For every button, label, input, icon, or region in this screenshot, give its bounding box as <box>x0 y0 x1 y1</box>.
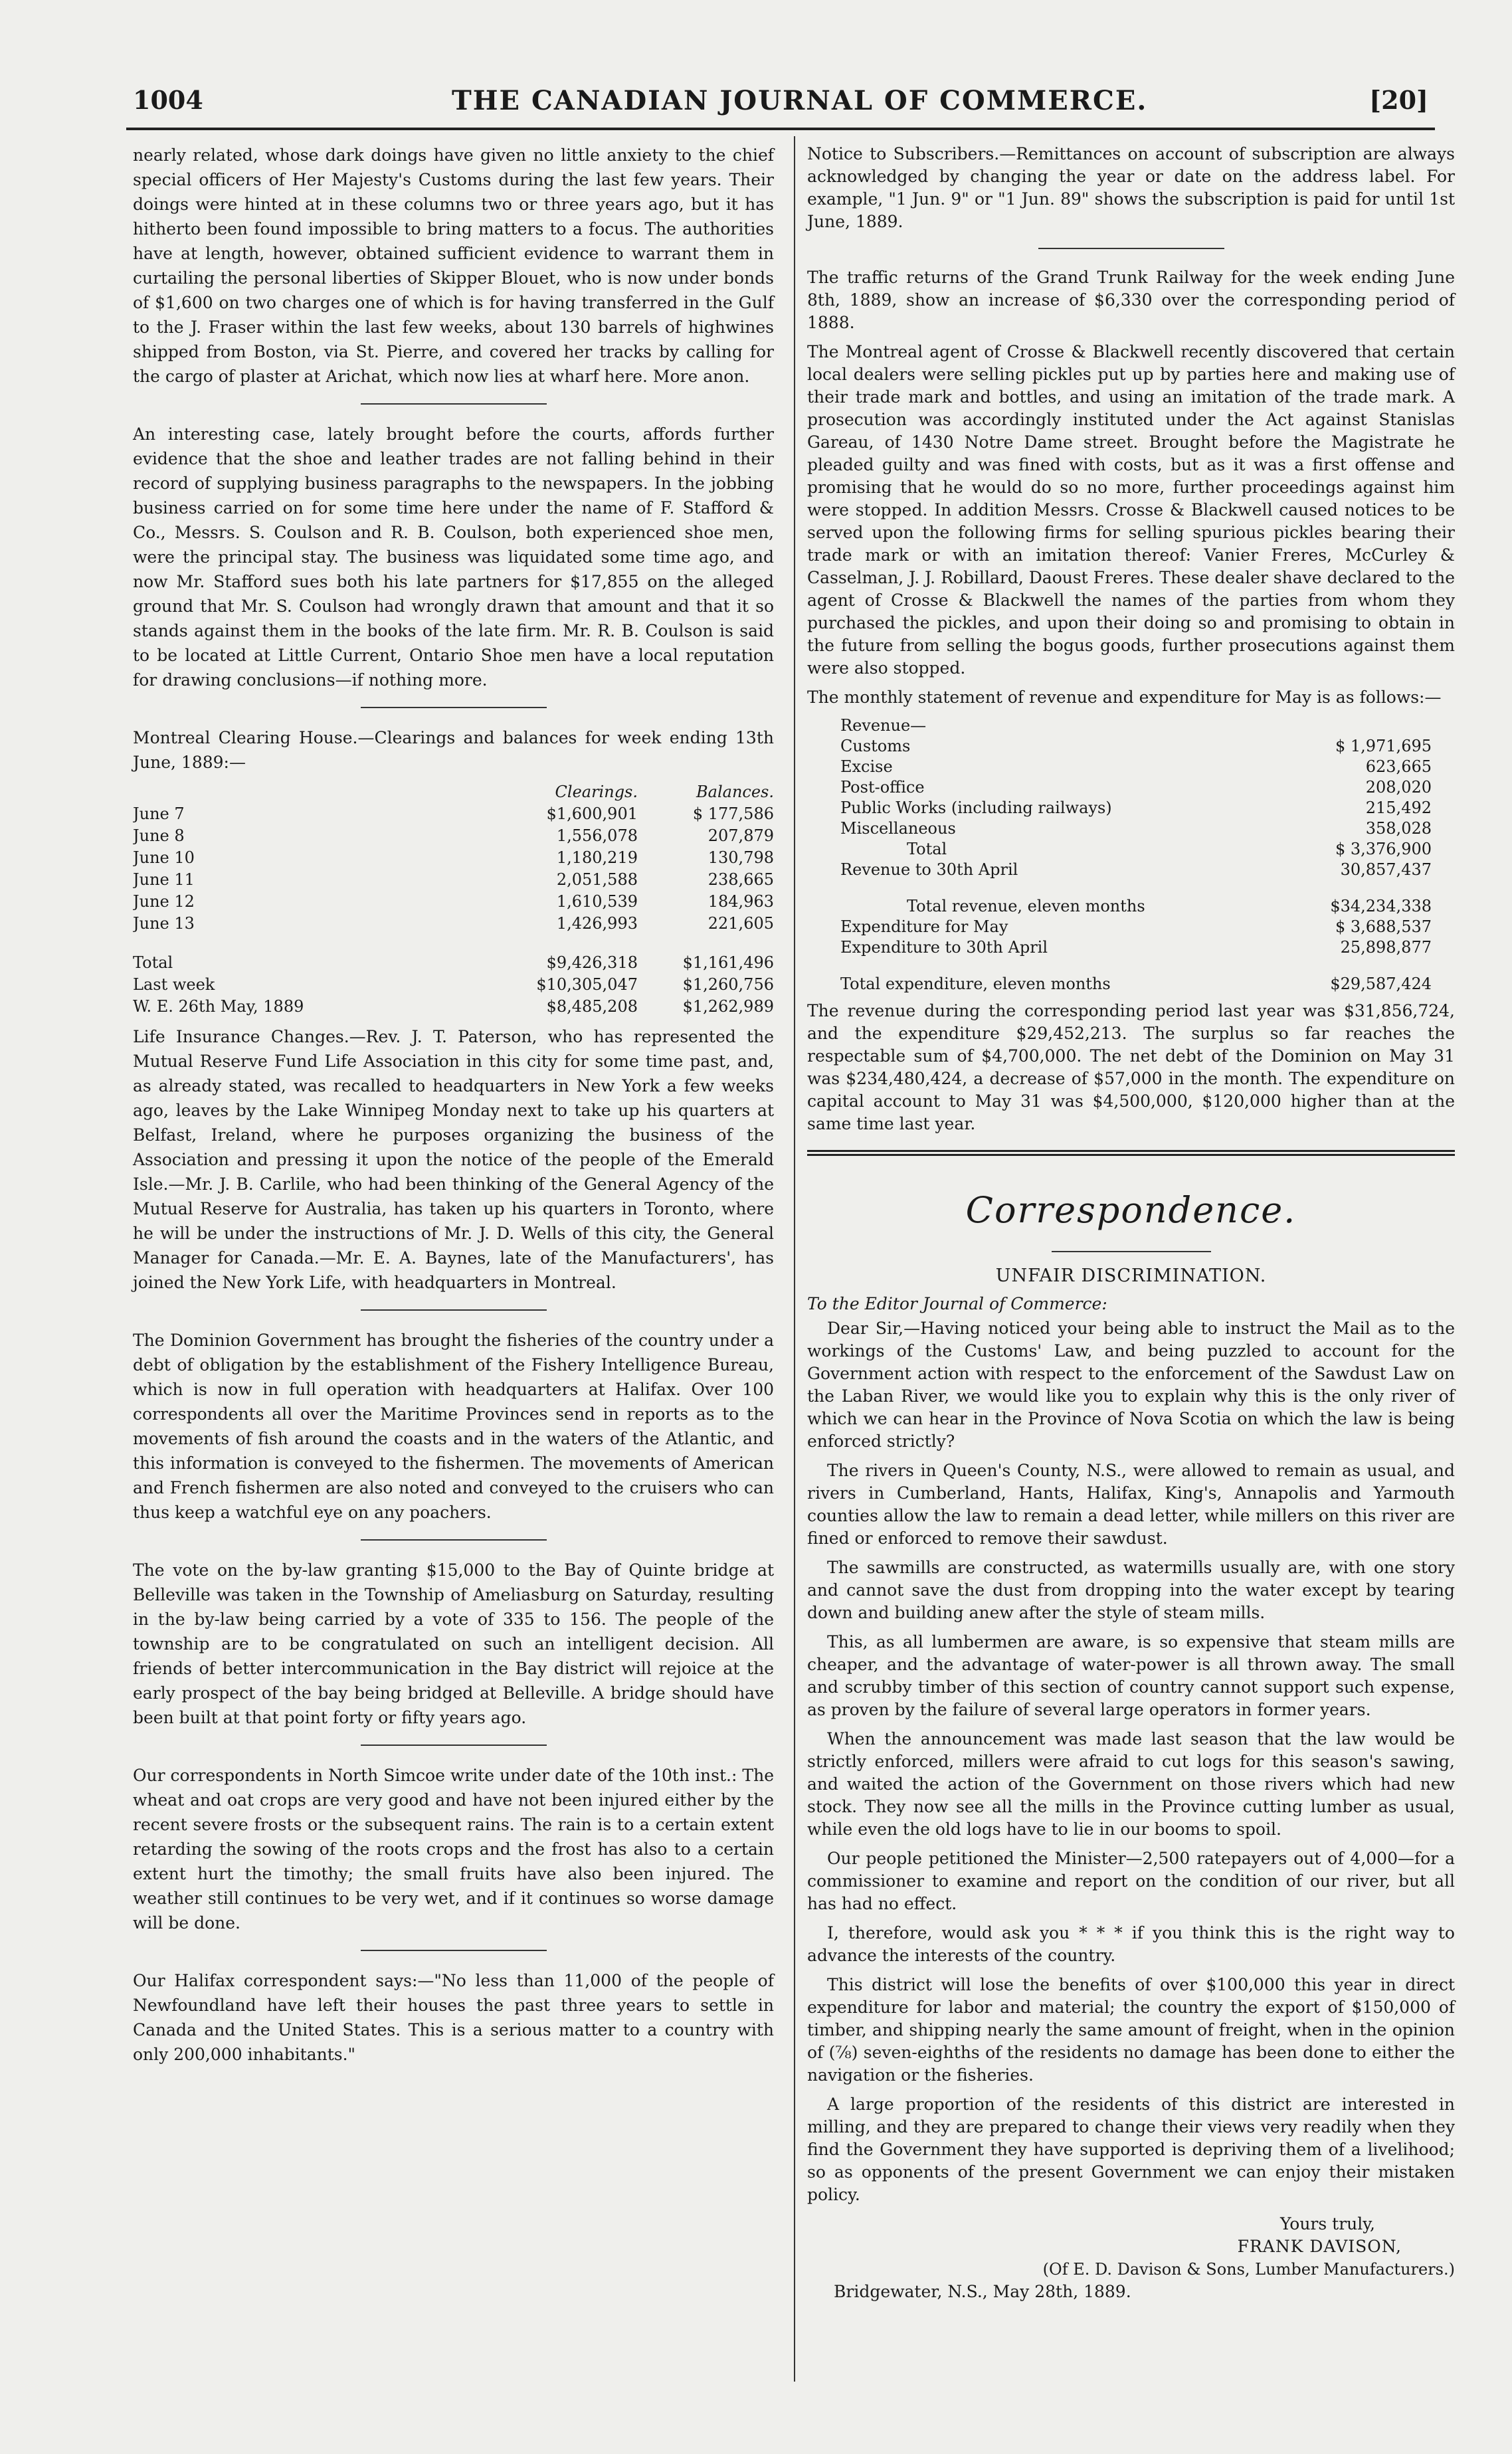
left-column <box>133 143 774 2073</box>
row-label: Revenue to 30th April <box>840 860 1018 879</box>
row-label: Expenditure for May <box>840 917 1008 936</box>
letter-closing: Yours truly, <box>1279 2214 1375 2233</box>
article-bylaw-vote: The vote on the by-law granting $15,000 to the Bay of Quinte bridge at Belleville was taken in the Township of Ameliasburg on Saturday, resulting in the by-law being carried by a vote of 335 to 156. The people of the township are to be congratulated on such an intelligent decision. All friends of better intercommunication in the Bay district will rejoice at the early prospect of the bay being bridged at Belleville. A bridge should have been built at that point forty or fifty years ago. <box>133 1560 774 1727</box>
statement-total <box>807 896 1455 917</box>
table-row <box>133 847 774 869</box>
row-value: 208,020 <box>1365 778 1432 797</box>
row-clearings: 1,556,078 <box>556 826 638 845</box>
separator <box>361 707 547 708</box>
page-number: 1004 <box>133 85 203 115</box>
table-row-total <box>133 952 774 974</box>
clearing-house-intro: Montreal Clearing House.—Clearings and balances for week ending 13th June, 1889:— <box>133 728 774 772</box>
table-row <box>133 913 774 935</box>
article-revenue-comparison: The revenue during the corresponding period last year was $31,856,724, and the expenditure $29,452,213. The surplus so far reaches the respectable sum of $4,700,000. The net debt of the Dominion on May 31 was $234,480,424, a decrease of $57,000 in the month. The expenditure on capital account to May 31 was $4,500,000, $120,000 higher than at the same time last year. <box>807 1001 1455 1133</box>
separator <box>361 1745 547 1746</box>
table-row-total <box>133 974 774 996</box>
row-clearings: $8,485,208 <box>546 997 638 1016</box>
row-label: June 8 <box>133 826 185 845</box>
statement-intro: The monthly statement of revenue and expenditure for May is as follows:— <box>807 688 1442 707</box>
article-fisheries: The Dominion Government has brought the fisheries of the country under a debt of obligation by the establishment of the Fishery Intelligence Bureau, which is now in full operation with headquarters at Halifax. Over 100 correspondents all over the Maritime Provinces send in reports as to the movements of fish around the coasts and in the waters of the Atlantic, and this information is conveyed to the fishermen. The movements of American and French fishermen are also noted and conveyed to the cruisers who can thus keep a watchful eye on any poachers. <box>133 1331 774 1522</box>
row-clearings: 2,051,588 <box>556 870 638 889</box>
row-label: Excise <box>840 757 893 776</box>
article-life-insurance: Life Insurance Changes.—Rev. J. T. Paterson, who has represented the Mutual Reserve Fund Life Association in this city for some time past, and, as already stated, was recalled to headquarters in New York a few weeks ago, leaves by the Lake Winnipeg Monday next to take up his quarters at Belfast, Ireland, where he purposes organizing the business of the Association and pressing it upon the notice of the people of the Emerald Isle.—Mr. J. B. Carlile, who had been thinking of the General Agency of the Mutual Reserve for Australia, has taken up his quarters in Toronto, where he will be under the instructions of Mr. J. D. Wells of this city, the General Manager for Canada.—Mr. E. A. Baynes, late of the Manufacturers', has joined the New York Life, with headquarters in Montreal. <box>133 1027 774 1292</box>
row-value: 30,857,437 <box>1340 860 1432 879</box>
letter-title: UNFAIR DISCRIMINATION. <box>995 1266 1267 1286</box>
section-divider <box>807 1150 1455 1156</box>
row-label: Total revenue, eleven months <box>907 897 1145 915</box>
table-row-total <box>133 996 774 1018</box>
statement-row <box>807 937 1455 958</box>
notice-subscribers: Notice to Subscribers.—Remittances on account of subscription are always acknowledged by changing the year or date on the address label. For example, "1 Jun. 9" or "1 Jun. 89" shows the subscription is paid for until 1st June, 1889. <box>807 144 1455 231</box>
row-balances: $1,262,989 <box>682 997 774 1016</box>
row-value: $29,587,424 <box>1330 975 1432 993</box>
letter-paragraph: When the announcement was made last season that the law would be strictly enforced, millers were afraid to cut logs for this season's sawing, and waited the action of the Government on those rivers which had new stock. They now see all the mills in the Province cutting lumber as usual, while even the old logs have to lie in our booms to spoil. <box>807 1729 1455 1839</box>
table-row <box>133 869 774 891</box>
column-divider <box>794 136 795 2382</box>
col-clearings: Clearings. <box>555 783 638 801</box>
statement-row <box>807 917 1455 937</box>
row-balances: 207,879 <box>708 826 774 845</box>
row-balances: 184,963 <box>708 892 774 911</box>
row-label: Total <box>907 840 947 858</box>
article-crops: Our correspondents in North Simcoe write under date of the 10th inst.: The wheat and oat crops are very good and have not been injured either by the recent severe frosts or the subsequent rains. The rain is to a certain extent retarding the sowing of the roots crops and the frost has also to a certain extent hurt the timothy; the small fruits have also been injured. The weather still continues to be very wet, and if it continues so worse damage will be done. <box>133 1766 774 1933</box>
row-clearings: $9,426,318 <box>546 953 638 972</box>
row-label: Last week <box>133 975 215 994</box>
right-column <box>807 143 1455 2303</box>
statement-row <box>807 757 1455 777</box>
article-shoe-trade: An interesting case, lately brought before the courts, affords further evidence that the shoe and leather trades are not falling behind in their record of supplying business paragraphs to the newspapers. In the jobbing business carried on for some time here under the name of F. Stafford & Co., Messrs. S. Coulson and R. B. Coulson, both experienced shoe men, were the principal stay. The business was liquidated some time ago, and now Mr. Stafford sues both his late partners for $17,855 on the alleged ground that Mr. S. Coulson had wrongly drawn that amount and that it so stands against them in the books of the late firm. Mr. R. B. Coulson is said to be located at Little Current, Ontario Shoe men have a local reputation for drawing conclusions—if nothing more. <box>133 425 774 690</box>
row-label: June 10 <box>133 848 195 867</box>
row-label: June 7 <box>133 804 185 823</box>
letter-paragraph: The sawmills are constructed, as watermills usually are, with one story and cannot save the dust from dropping into the water except by tearing down and building anew after the style of steam mills. <box>807 1558 1455 1622</box>
correspondence-heading: Correspondence. <box>965 1189 1297 1231</box>
row-value: 623,665 <box>1365 757 1432 776</box>
letter-salutation: To the Editor Journal of Commerce: <box>807 1294 1107 1313</box>
table-header <box>133 781 774 803</box>
separator <box>361 1539 547 1541</box>
row-balances: $ 177,586 <box>692 804 774 823</box>
article-smuggling: nearly related, whose dark doings have given no little anxiety to the chief special officers of Her Majesty's Customs during the last few years. Their doings were hinted at in these columns two or three years ago, but it has hitherto been found impossible to bring matters to a focus. The authorities have at length, however, obtained sufficient evidence to warrant them in curtailing the personal liberties of Skipper Blouet, who is now under bonds of $1,600 on two charges one of which is for having transferred in the Gulf to the J. Fraser within the last few weeks, about 130 barrels of highwines shipped from Boston, via St. Pierre, and covered her tracks by calling for the cargo of plaster at Arichat, which now lies at wharf here. More anon. <box>133 145 774 386</box>
row-label: Miscellaneous <box>840 819 956 838</box>
statement-row <box>807 736 1455 757</box>
journal-title: THE CANADIAN JOURNAL OF COMMERCE. <box>452 85 1148 116</box>
row-value: 25,898,877 <box>1340 938 1432 957</box>
letter-paragraph: I, therefore, would ask you * * * if you think this is the right way to advance the interests of the country. <box>807 1923 1455 1965</box>
separator <box>1038 248 1224 249</box>
row-label: June 12 <box>133 892 195 911</box>
letter-paragraph: A large proportion of the residents of this district are interested in milling, and they are prepared to change their views very readily when they find the Government they have supported is depriving them of a livelihood; so as opponents of the present Government we can enjoy their mistaken policy. <box>807 2095 1455 2204</box>
table-row <box>133 803 774 825</box>
row-balances: $1,260,756 <box>682 975 774 994</box>
separator <box>1052 1251 1211 1252</box>
row-clearings: $1,600,901 <box>546 804 638 823</box>
table-row <box>133 891 774 913</box>
clearing-house-table <box>133 781 774 1018</box>
letter-paragraph: Our people petitioned the Minister—2,500 ratepayers out of 4,000—for a commissioner to examine and report on the condition of our river, but all has had no effect. <box>807 1849 1455 1913</box>
row-value: $ 3,376,900 <box>1335 840 1432 858</box>
row-label: Customs <box>840 737 911 755</box>
letter-paragraph: This, as all lumbermen are aware, is so expensive that steam mills are cheaper, and the advantage of water-power is all thrown away. The small and scrubby timber of this section of country cannot support such expense, as proven by the failure of several large operators in former years. <box>807 1632 1455 1719</box>
statement-row <box>807 777 1455 798</box>
statement-total <box>807 839 1455 860</box>
issue-number: [20] <box>1369 85 1428 115</box>
row-value: $34,234,338 <box>1330 897 1432 915</box>
row-label: Post-office <box>840 778 925 797</box>
row-balances: $1,161,496 <box>682 953 774 972</box>
col-balances: Balances. <box>696 783 774 801</box>
row-label: Expenditure to 30th April <box>840 938 1048 957</box>
statement-row <box>807 860 1455 880</box>
row-label: June 11 <box>133 870 195 889</box>
row-balances: 221,605 <box>708 914 774 933</box>
letter-signature: FRANK DAVISON, <box>1237 2237 1402 2256</box>
row-value: $ 1,971,695 <box>1335 737 1432 755</box>
row-label: Total <box>133 953 173 972</box>
letter-paragraph: Dear Sir,—Having noticed your being able to instruct the Mail as to the workings of the Customs' Law, and being puzzled to account for the Government action with respect to the enforcement of the Sawdust Law on the Laban River, we would like you to explain why this is the only river of which we can hear in the Province of Nova Scotia on which the law is being enforced strictly? <box>807 1319 1455 1451</box>
table-row <box>133 825 774 847</box>
row-value: 358,028 <box>1365 819 1432 838</box>
revenue-label: Revenue— <box>840 716 927 735</box>
statement-row <box>807 798 1455 818</box>
article-grand-trunk: The traffic returns of the Grand Trunk Railway for the week ending June 8th, 1889, show an increase of $6,330 over the corresponding period of 1888. <box>807 268 1455 332</box>
statement-total <box>807 974 1455 994</box>
row-value: $ 3,688,537 <box>1335 917 1432 936</box>
row-label: Total expenditure, eleven months <box>840 975 1111 993</box>
row-clearings: $10,305,047 <box>536 975 638 994</box>
row-label: W. E. 26th May, 1889 <box>133 997 304 1016</box>
letter-firm: (Of E. D. Davison & Sons, Lumber Manufacturers.) <box>1042 2260 1455 2279</box>
letter-paragraph: The rivers in Queen's County, N.S., were allowed to remain as usual, and rivers in Cumberland, Hants, Halifax, King's, Annapolis and Yarmouth counties allow the law to remain a dead letter, while millers on this river are fined or enforced to remove their sawdust. <box>807 1461 1455 1548</box>
row-balances: 238,665 <box>708 870 774 889</box>
separator <box>361 403 547 405</box>
separator <box>361 1309 547 1311</box>
row-clearings: 1,180,219 <box>556 848 638 867</box>
statement-row <box>807 818 1455 839</box>
letter-place-date: Bridgewater, N.S., May 28th, 1889. <box>834 2282 1131 2301</box>
header-rule <box>126 128 1435 130</box>
letter-paragraph: This district will lose the benefits of over $100,000 this year in direct expenditure for labor and material; the country the export of $150,000 of timber, and shipping nearly the same amount of freight, when in the opinion of (⅞) seven-eighths of the residents no damage has been done to either the navigation or the fisheries. <box>807 1975 1455 2085</box>
row-clearings: 1,426,993 <box>556 914 638 933</box>
row-clearings: 1,610,539 <box>556 892 638 911</box>
article-newfoundland: Our Halifax correspondent says:—"No less than 11,000 of the people of Newfoundland have left their houses the past three years to settle in Canada and the United States. This is a serious matter to a country with only 200,000 inhabitants." <box>133 1971 774 2064</box>
row-value: 215,492 <box>1365 799 1432 817</box>
row-balances: 130,798 <box>708 848 774 867</box>
revenue-statement <box>807 715 1455 994</box>
row-label: Public Works (including railways) <box>840 799 1112 817</box>
separator <box>361 1950 547 1951</box>
article-crosse-blackwell: The Montreal agent of Crosse & Blackwell recently discovered that certain local dealers were selling pickles put up by parties here and making use of their trade mark and bottles, and using an imitation of the trade mark. A prosecution was accordingly instituted under the Act against Stanislas Gareau, of 1430 Notre Dame street. Brought before the Magistrate he pleaded guilty and was fined with costs, but as it was a first offense and promising that he would do so no more, further proceedings against him were stopped. In addition Messrs. Crosse & Blackwell caused notices to be served upon the following firms for selling spurious pickles bearing their trade mark or with an imitation thereof: Vanier Freres, McCurley & Casselman, J. J. Robillard, Daoust Freres. These dealer shave declared to the agent of Crosse & Blackwell the names of the parties from whom they purchased the pickles, and upon their doing so and promising to obtain in the future from selling the bogus goods, further prosecutions against them were also stopped. <box>807 342 1455 678</box>
row-label: June 13 <box>133 914 195 933</box>
page-header <box>133 85 1428 125</box>
